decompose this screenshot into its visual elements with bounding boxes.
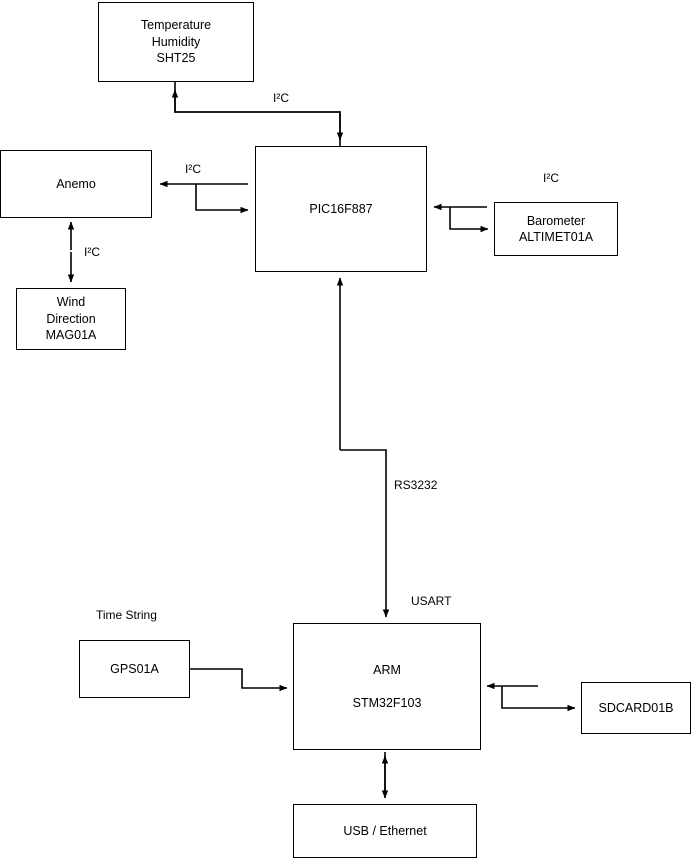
node-gps01a[interactable]	[79, 640, 190, 698]
node-sdcard01b[interactable]	[581, 682, 691, 734]
node-arm-line-1: ARM	[373, 663, 401, 677]
node-sht25-line-3: SHT25	[156, 51, 196, 66]
connector-pic-barometer	[434, 207, 488, 229]
label-i2c-anemo: I²C	[185, 162, 201, 176]
label-usart: USART	[411, 594, 452, 608]
connector-arm-sdcard	[487, 686, 575, 708]
node-usb-ethernet[interactable]	[293, 804, 477, 858]
connector-anemo-pic	[160, 184, 248, 210]
node-barometer[interactable]	[494, 202, 618, 256]
label-i2c-sht25: I²C	[273, 91, 289, 105]
node-pic16f887-label: PIC16F887	[309, 201, 373, 216]
node-barometer-line-1: Barometer	[526, 213, 586, 228]
label-rs3232: RS3232	[394, 478, 438, 492]
node-usb-ethernet-label: USB / Ethernet	[343, 823, 427, 838]
node-arm-stm32f103[interactable]	[293, 623, 481, 750]
connector-pic-to-arm	[340, 450, 386, 617]
node-anemo[interactable]	[0, 150, 152, 218]
node-sht25-line-1: Temperature	[140, 18, 212, 33]
node-gps01a-label: GPS01A	[110, 661, 159, 676]
node-wind-direction-line-3: MAG01A	[45, 328, 97, 343]
label-i2c-barometer: I²C	[543, 171, 559, 185]
node-arm-line-2: STM32F103	[352, 695, 422, 710]
node-barometer-line-2: ALTIMET01A	[518, 230, 594, 244]
node-sdcard01b-label: SDCARD01B	[598, 700, 674, 715]
node-wind-direction-line-1: Wind	[56, 295, 86, 310]
node-wind-direction[interactable]	[16, 288, 126, 350]
node-pic16f887[interactable]	[255, 146, 427, 272]
node-wind-direction-line-2: Direction	[46, 311, 96, 326]
connector-pic-to-sht25	[175, 82, 340, 146]
connector-gps-to-arm	[190, 669, 287, 688]
node-sht25[interactable]	[98, 2, 254, 82]
node-sht25-line-2: Humidity	[151, 34, 201, 49]
label-i2c-wind-direction: I²C	[84, 245, 100, 259]
label-time-string: Time String	[96, 608, 157, 622]
node-anemo-label: Anemo	[56, 176, 96, 191]
